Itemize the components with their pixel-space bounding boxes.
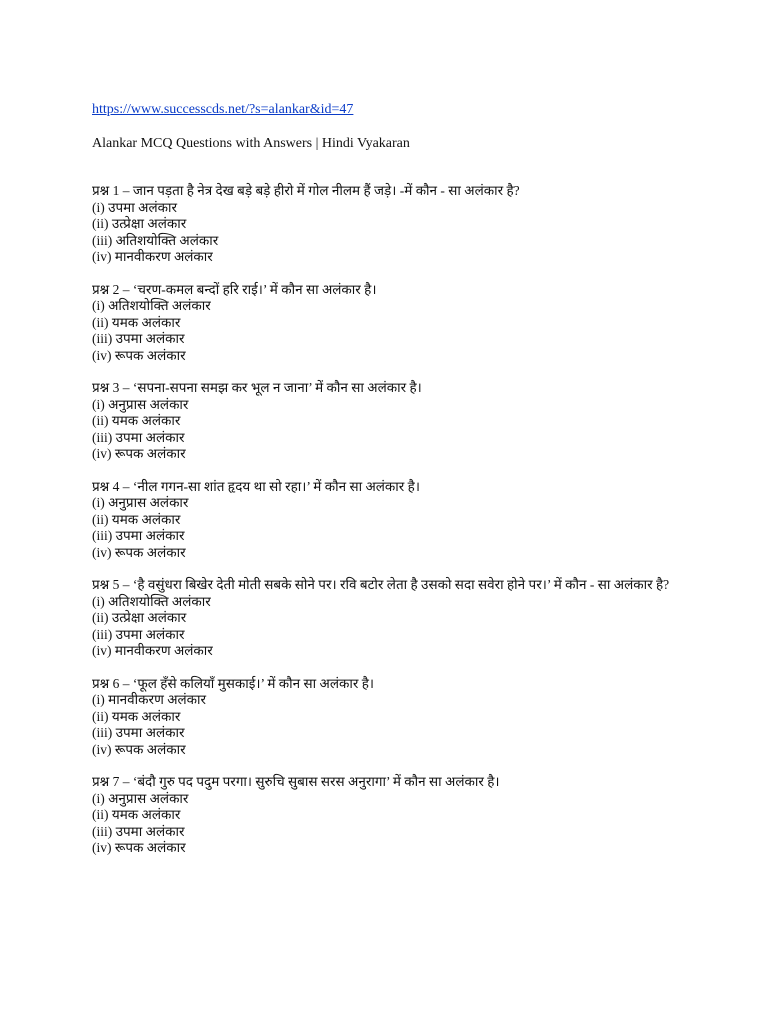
answer-option: (iii) अतिशयोक्ति अलंकार — [92, 232, 219, 248]
question-block — [92, 676, 692, 759]
answer-option: (iv) रूपक अलंकार — [92, 347, 186, 363]
question-text: प्रश्न 4 – ‘नील गगन-सा शांत हृदय था सो रहा।’ में कौन सा अलंकार है। — [92, 478, 420, 494]
answer-option: (iii) उपमा अलंकार — [92, 429, 185, 445]
answer-option: (i) अनुप्रास अलंकार — [92, 396, 189, 412]
question-block — [92, 380, 692, 463]
answer-option: (iv) मानवीकरण अलंकार — [92, 643, 213, 658]
document-title: Alankar MCQ Questions with Answers | Hindi Vyakaran — [92, 136, 410, 151]
question-text: प्रश्न 1 – जान पड़ता है नेत्र देख बड़े बड़े हीरो में गोल नीलम हैं जड़े। -में कौन - सा अलंकार है? — [92, 183, 520, 198]
answer-option: (ii) यमक अलंकार — [92, 708, 181, 724]
answer-option: (ii) उत्प्रेक्षा अलंकार — [92, 610, 187, 625]
answer-option: (iv) रूपक अलंकार — [92, 741, 186, 757]
answer-option: (ii) यमक अलंकार — [92, 413, 181, 428]
answer-option: (i) मानवीकरण अलंकार — [92, 692, 207, 707]
answer-option: (ii) यमक अलंकार — [92, 511, 181, 527]
answer-option: (iv) रूपक अलंकार — [92, 446, 186, 461]
source-link[interactable]: https://www.successcds.net/?s=alankar&id=47 — [92, 102, 354, 117]
question-text: प्रश्न 5 – ‘है वसुंधरा बिखेर देती मोती सबके सोने पर। रवि बटोर लेता है उसको सदा सवेरा होने पर।’ में कौन - सा अलंकार है? — [92, 577, 670, 592]
answer-option: (iv) मानवीकरण अलंकार — [92, 249, 213, 264]
answer-option: (iii) उपमा अलंकार — [92, 626, 185, 642]
answer-option: (iv) रूपक अलंकार — [92, 544, 186, 560]
question-block — [92, 282, 692, 365]
question-text: प्रश्न 3 – ‘सपना-सपना समझ कर भूल न जाना’ में कौन सा अलंकार है। — [92, 380, 422, 395]
answer-option: (iii) उपमा अलंकार — [92, 331, 185, 346]
question-text: प्रश्न 2 – ‘चरण-कमल बन्दों हरि राई।’ में कौन सा अलंकार है। — [92, 281, 377, 297]
answer-option: (ii) यमक अलंकार — [92, 314, 181, 330]
answer-option: (i) अतिशयोक्ति अलंकार — [92, 298, 211, 313]
answer-option: (i) अतिशयोक्ति अलंकार — [92, 593, 211, 609]
answer-option: (iv) रूपक अलंकार — [92, 840, 186, 855]
answer-option: (iii) उपमा अलंकार — [92, 528, 185, 543]
answer-option: (iii) उपमा अलंकार — [92, 823, 185, 839]
answer-option: (i) उपमा अलंकार — [92, 199, 177, 215]
question-block — [92, 183, 692, 266]
question-text: प्रश्न 6 – ‘फूल हँसे कलियाँ मुसकाई।’ में कौन सा अलंकार है। — [92, 675, 375, 691]
answer-option: (iii) उपमा अलंकार — [92, 725, 185, 740]
question-block — [92, 577, 692, 660]
answer-option: (ii) उत्प्रेक्षा अलंकार — [92, 216, 187, 231]
question-list — [92, 183, 692, 873]
answer-option: (i) अनुप्रास अलंकार — [92, 495, 189, 510]
answer-option: (ii) यमक अलंकार — [92, 807, 181, 822]
question-text: प्रश्न 7 – ‘बंदौ गुरु पद पदुम परगा। सुरुचि सुबास सरस अनुरागा’ में कौन सा अलंकार है। — [92, 774, 500, 789]
answer-option: (i) अनुप्रास अलंकार — [92, 790, 189, 806]
question-block — [92, 774, 692, 857]
question-block — [92, 479, 692, 562]
